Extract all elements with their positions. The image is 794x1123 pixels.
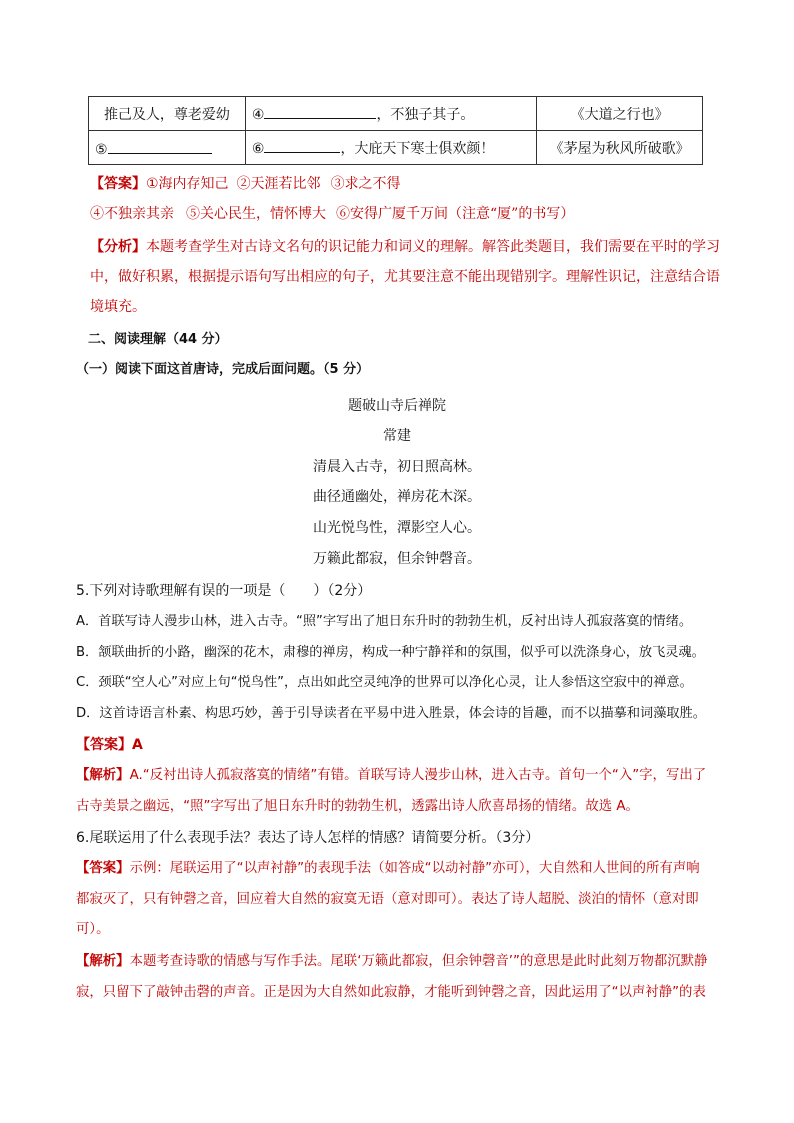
- answer-item: ③求之不得: [330, 176, 401, 192]
- q5-stem: 5.下列对诗歌理解有误的一项是（ ）（2分）: [76, 583, 372, 599]
- cell-text: ，大庇天下寒士俱欢颜！: [340, 141, 495, 157]
- cell-text: ，不独子其子。: [376, 107, 475, 123]
- answer-item: ②天涯若比邻: [236, 176, 321, 192]
- q5-option-b: B．颔联曲折的小路，幽深的花木，肃穆的禅房，构成一种宁静祥和的氛围，似乎可以洗涤身心，放飞灵魂。: [76, 645, 705, 660]
- analysis-text: 本题考查诗歌的情感与写作手法。尾联‘万籁此都寂，但余钟磬音’”的意思是此时此刻万物都沉默静: [129, 954, 708, 969]
- section-title: 二、阅读理解（44 分）: [88, 332, 228, 347]
- poem-line: 万籁此都寂，但余钟磬音。: [313, 551, 481, 567]
- answer-item: ⑥安得广厦千万间（注意“厦”的书写）: [336, 206, 575, 222]
- answer-blank: [264, 137, 340, 153]
- answer-tag: 【答案】: [76, 737, 132, 753]
- answer-blank: [108, 138, 212, 154]
- answer-item: ⑤关心民生，情怀博大: [186, 206, 326, 222]
- answer-item: ①海内存知己: [146, 176, 229, 192]
- poem-title: 题破山寺后禅院: [348, 398, 446, 414]
- q4-analysis-line2: 中，做好积累，根据提示语句写出相应的句子，尤其要注意不能出现错别字。理解性识记，注意结合语: [90, 269, 720, 285]
- poem-line: 山光悦鸟性，潭影空人心。: [313, 520, 481, 536]
- analysis-tag: 【解析】: [76, 768, 130, 783]
- table-cell: [245, 97, 536, 131]
- q6-answer-line2: 都寂灭了，只有钟磬之音，回应着大自然的寂寞无语（意对即可）。表达了诗人超脱、淡泊的情怀（意对即: [76, 892, 699, 907]
- q6-answer-line3: 可）。: [76, 922, 110, 937]
- answer-blank: [264, 103, 376, 119]
- fill-in-table: [88, 96, 703, 165]
- q4-analysis-line3: 境填充。: [90, 299, 146, 315]
- table-cell: [89, 131, 246, 165]
- q5-analysis-line2: 古寺美景之幽远，“照”字写出了旭日东升时的勃勃生机，透露出诗人欣喜昂扬的情绪。故选 A。: [76, 799, 639, 814]
- answer-item: ④不独亲其亲: [90, 206, 174, 222]
- table-cell: 《茅屋为秋风所破歌》: [537, 131, 703, 165]
- q6-analysis-line1: [76, 952, 707, 972]
- table-row: [89, 131, 703, 165]
- analysis-tag: 【解析】: [76, 954, 130, 969]
- q5-analysis-line1: [76, 766, 706, 786]
- q5-option-c: C．颈联“空人心”对应上句“悦鸟性”，点出如此空灵纯净的世界可以净化心灵，让人参悟这空寂中的禅意。: [76, 675, 693, 690]
- q5-answer: [76, 735, 143, 755]
- table-row: [89, 97, 703, 131]
- blank-number: ⑥: [251, 141, 265, 157]
- q4-answer-line1: [90, 174, 401, 194]
- analysis-text: 本题考查学生对古诗文名句的识记能力和词义的理解。解答此类题目，我们需要在平时的学习: [146, 239, 720, 255]
- answer-tag: 【答案】: [76, 861, 130, 876]
- table-cell: 推己及人，尊老爱幼: [89, 97, 246, 131]
- q6-answer-line1: [76, 859, 700, 879]
- blank-number: ⑤: [95, 141, 108, 158]
- q5-option-d: D．这首诗语言朴素、构思巧妙，善于引导读者在平易中进入胜景，体会诗的旨趣，而不以描摹和词藻取胜。: [76, 706, 706, 721]
- part-title: （一）阅读下面这首唐诗，完成后面问题。（5 分）: [76, 362, 370, 377]
- q6-analysis-line2: 寂，只留下了敲钟击磬的声音。正是因为大自然如此寂静，才能听到钟磬之音，因此运用了“以声衬静”的表: [76, 985, 706, 1000]
- analysis-tag: 【分析】: [90, 239, 146, 255]
- answer-tag: 【答案】: [90, 176, 146, 192]
- blank-number: ④: [251, 107, 265, 123]
- q4-answer-line2: [90, 204, 574, 224]
- q4-analysis-line1: [90, 237, 720, 257]
- q5-option-a: A．首联写诗人漫步山林，进入古寺。“照”字写出了旭日东升时的勃勃生机，反衬出诗人孤寂落寞的情绪。: [76, 614, 693, 629]
- table-cell: 《大道之行也》: [537, 97, 703, 131]
- answer-text: 示例：尾联运用了“以声衬静”的表现手法（如答成“以动衬静”亦可），大自然和人世间的所有声响: [129, 861, 700, 876]
- poem-line: 曲径通幽处，禅房花木深。: [313, 489, 481, 505]
- poem-line: 清晨入古寺，初日照高林。: [313, 459, 481, 475]
- poem-author: 常建: [383, 428, 411, 444]
- table-cell: [245, 131, 536, 165]
- analysis-text: A.“反衬出诗人孤寂落寞的情绪”有错。首联写诗人漫步山林，进入古寺。首句一个“入”字，写出了: [129, 768, 707, 783]
- q6-stem: 6.尾联运用了什么表现手法？表达了诗人怎样的情感？请简要分析。（3分）: [76, 830, 540, 846]
- answer-value: A: [132, 737, 143, 753]
